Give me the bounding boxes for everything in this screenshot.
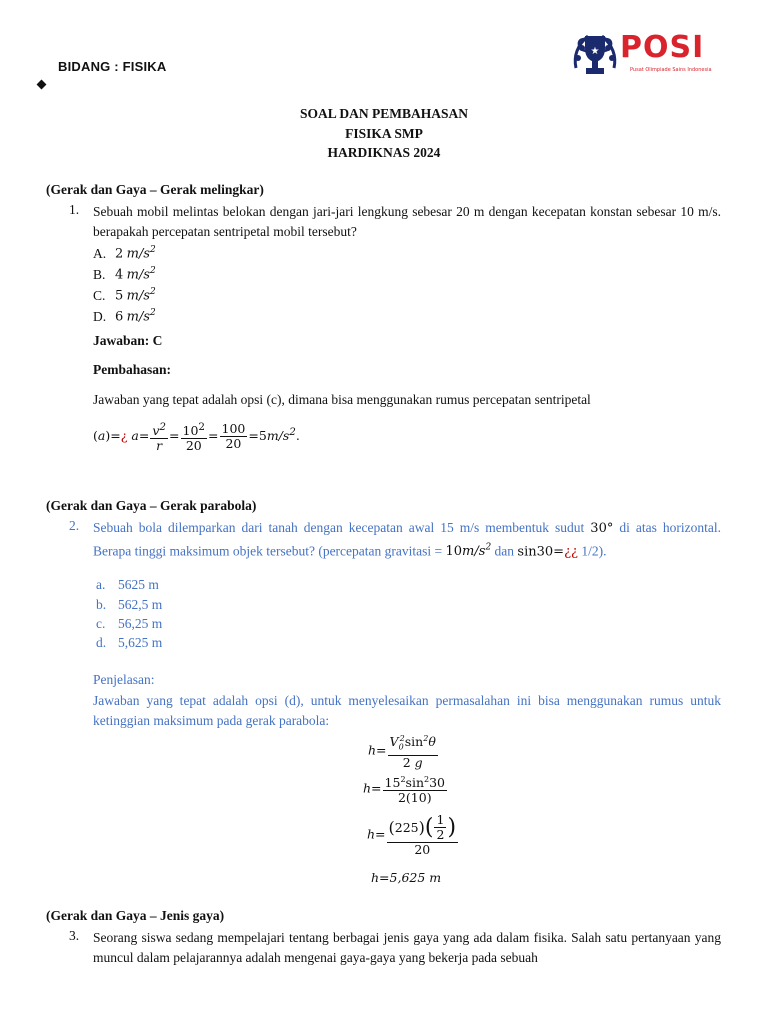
q2-formula-1: h= $\frac{V_0^2\sin^2\theta}{2 g}$ [368, 734, 436, 770]
q2-section-heading: (Gerak dan Gaya – Gerak parabola) [46, 498, 257, 513]
q3-text: Seorang siswa sedang mempelajari tentang berbagai jenis gaya yang ada dalam fisika. Salah satu pertanyaan yang muncul dalam pelajarannya adalah mengenai gaya-gaya yang bekerja pada sebuah [93, 930, 721, 965]
q1-text: Sebuah mobil melintas belokan dengan jari-jari lengkung sebesar 20 m dengan kecepatan konstan sebesar 10 m/s. berapakah percepatan sentripetal mobil tersebut? [93, 204, 721, 239]
q1-formula: (a)=¿ a= $\frac{v^2}{r}$ = $\frac{10^2}{20}$ = $\frac{100}{20}$ $=5m/s^2$. [93, 421, 300, 454]
title-line-1: SOAL DAN PEMBAHASAN [299, 106, 469, 121]
q1-option-a: A. 2 $m/s^2$ [93, 240, 156, 265]
q2-option-a: a. 5625 m [96, 577, 159, 592]
q3-number: 3. [69, 928, 80, 943]
title-line-3: HARDIKNAS 2024 [327, 145, 441, 160]
bullet-marker [37, 80, 47, 90]
subject-label: BIDANG : FISIKA [58, 59, 167, 74]
q3-section-heading: (Gerak dan Gaya – Jenis gaya) [46, 908, 225, 923]
posi-logo [570, 28, 720, 84]
q1-option-d: D. 6 $m/s^2$ [93, 308, 156, 325]
q1-section-heading: (Gerak dan Gaya – Gerak melingkar) [46, 182, 264, 197]
q2-formula-3: h= ( 225 ) ( $\frac{1}{2}$ ) 20 [367, 812, 457, 857]
document-title [0, 104, 768, 163]
svg-text:★: ★ [590, 46, 600, 57]
q1-discussion-label: Pembahasan: [93, 362, 172, 377]
q1-option-c: C. 5 $m/s^2$ [93, 287, 156, 304]
angle-value: 30° [590, 521, 614, 536]
title-line-2: FISIKA SMP [345, 125, 423, 141]
q2-option-c: c. 56,25 m [96, 616, 163, 631]
q1-number: 1. [69, 202, 80, 217]
q1-answer: Jawaban: C [93, 333, 163, 348]
q2-explanation-label: Penjelasan: [93, 672, 155, 687]
q1-discussion-text: Jawaban yang tepat adalah opsi (c), dimana bisa menggunakan rumus percepatan sentripetal [93, 392, 591, 407]
logo-text: POSI [620, 30, 705, 65]
q2-explanation-text: Jawaban yang tepat adalah opsi (d), untuk menyelesaikan permasalahan ini bisa menggunakan rumus untuk ketinggian maksimum pada gerak parabola: [93, 693, 721, 728]
q2-text: Sebuah bola dilemparkan dari tanah dengan kecepatan awal 15 m/s membentuk sudut 30° di atas horizontal. Berapa tinggi maksimum objek tersebut? (percepatan gravitasi = $10m/s^2$ dan sin30=¿¿ 1/2). [93, 520, 721, 559]
q2-result: h=5,625 m [371, 870, 442, 885]
q2-option-d: d. 5,625 m [96, 635, 163, 650]
q2-option-b: b. 562,5 m [96, 597, 163, 612]
logo-subtext: Pusat Olimpiade Sains Indonesia [630, 67, 712, 73]
q2-number: 2. [69, 518, 80, 533]
q2-formula-2: h= $\frac{15^2\sin^230}{2(10)}$ [363, 775, 445, 806]
option-letter: A. [93, 245, 107, 261]
q1-option-b: B. 4 $m/s^2$ [93, 266, 156, 283]
